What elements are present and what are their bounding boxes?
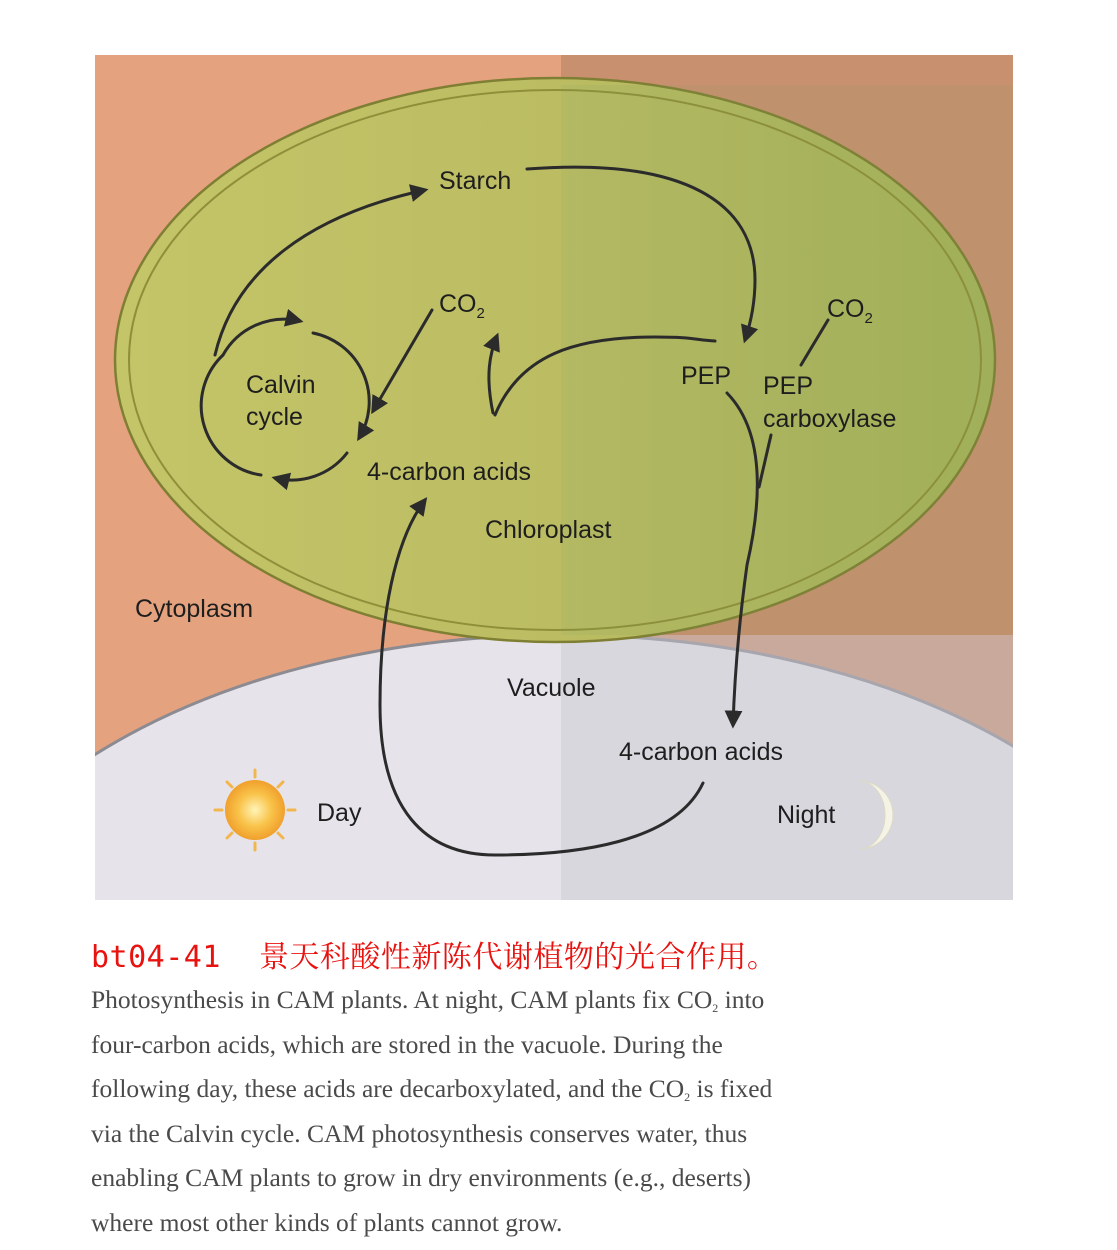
caption-line: four-carbon acids, which are stored in the vacuole. During the (91, 1029, 723, 1059)
co2-left-label: $CO_2$ (439, 290, 485, 322)
sun-icon (215, 770, 295, 850)
calvin-cycle-label-line1: Calvin (246, 371, 316, 399)
calvin-cycle-label-line2: cycle (246, 403, 303, 431)
pep-carboxylase-label-line2: carboxylase (763, 405, 897, 433)
figure-title (91, 932, 777, 976)
caption-line: where most other kinds of plants cannot grow. (91, 1207, 563, 1237)
caption-line: Photosynthesis in CAM plants. At night, CAM plants fix $CO_2$ into (91, 985, 765, 1015)
figure-title-chinese: 景天科酸性新陈代谢植物的光合作用。 (258, 940, 778, 975)
cam-photosynthesis-diagram (95, 55, 1013, 900)
caption-line: enabling CAM plants to grow in dry environments (e.g., deserts) (91, 1163, 752, 1193)
chloroplast-label: Chloroplast (485, 516, 612, 544)
figure-code: bt04-41 (91, 940, 221, 975)
co2-right-label: $CO_2$ (827, 295, 873, 327)
night-label: Night (777, 801, 836, 829)
day-label: Day (317, 799, 362, 827)
vacuole-label: Vacuole (507, 674, 596, 702)
cytoplasm-label: Cytoplasm (135, 595, 254, 623)
chloroplast-organelle (115, 78, 1013, 642)
chloroplast-acids-label: 4-carbon acids (367, 458, 531, 486)
pep-label: PEP (681, 362, 732, 390)
figure-caption (91, 982, 1021, 1250)
caption-line: following day, these acids are decarboxylated, and the $CO_2$ is fixed (91, 1074, 773, 1105)
pep-carboxylase-label-line1: PEP (763, 372, 814, 400)
starch-label: Starch (439, 167, 512, 195)
vacuole-acids-label: 4-carbon acids (619, 738, 783, 766)
caption-line: via the Calvin cycle. CAM photosynthesis conserves water, thus (91, 1118, 748, 1148)
